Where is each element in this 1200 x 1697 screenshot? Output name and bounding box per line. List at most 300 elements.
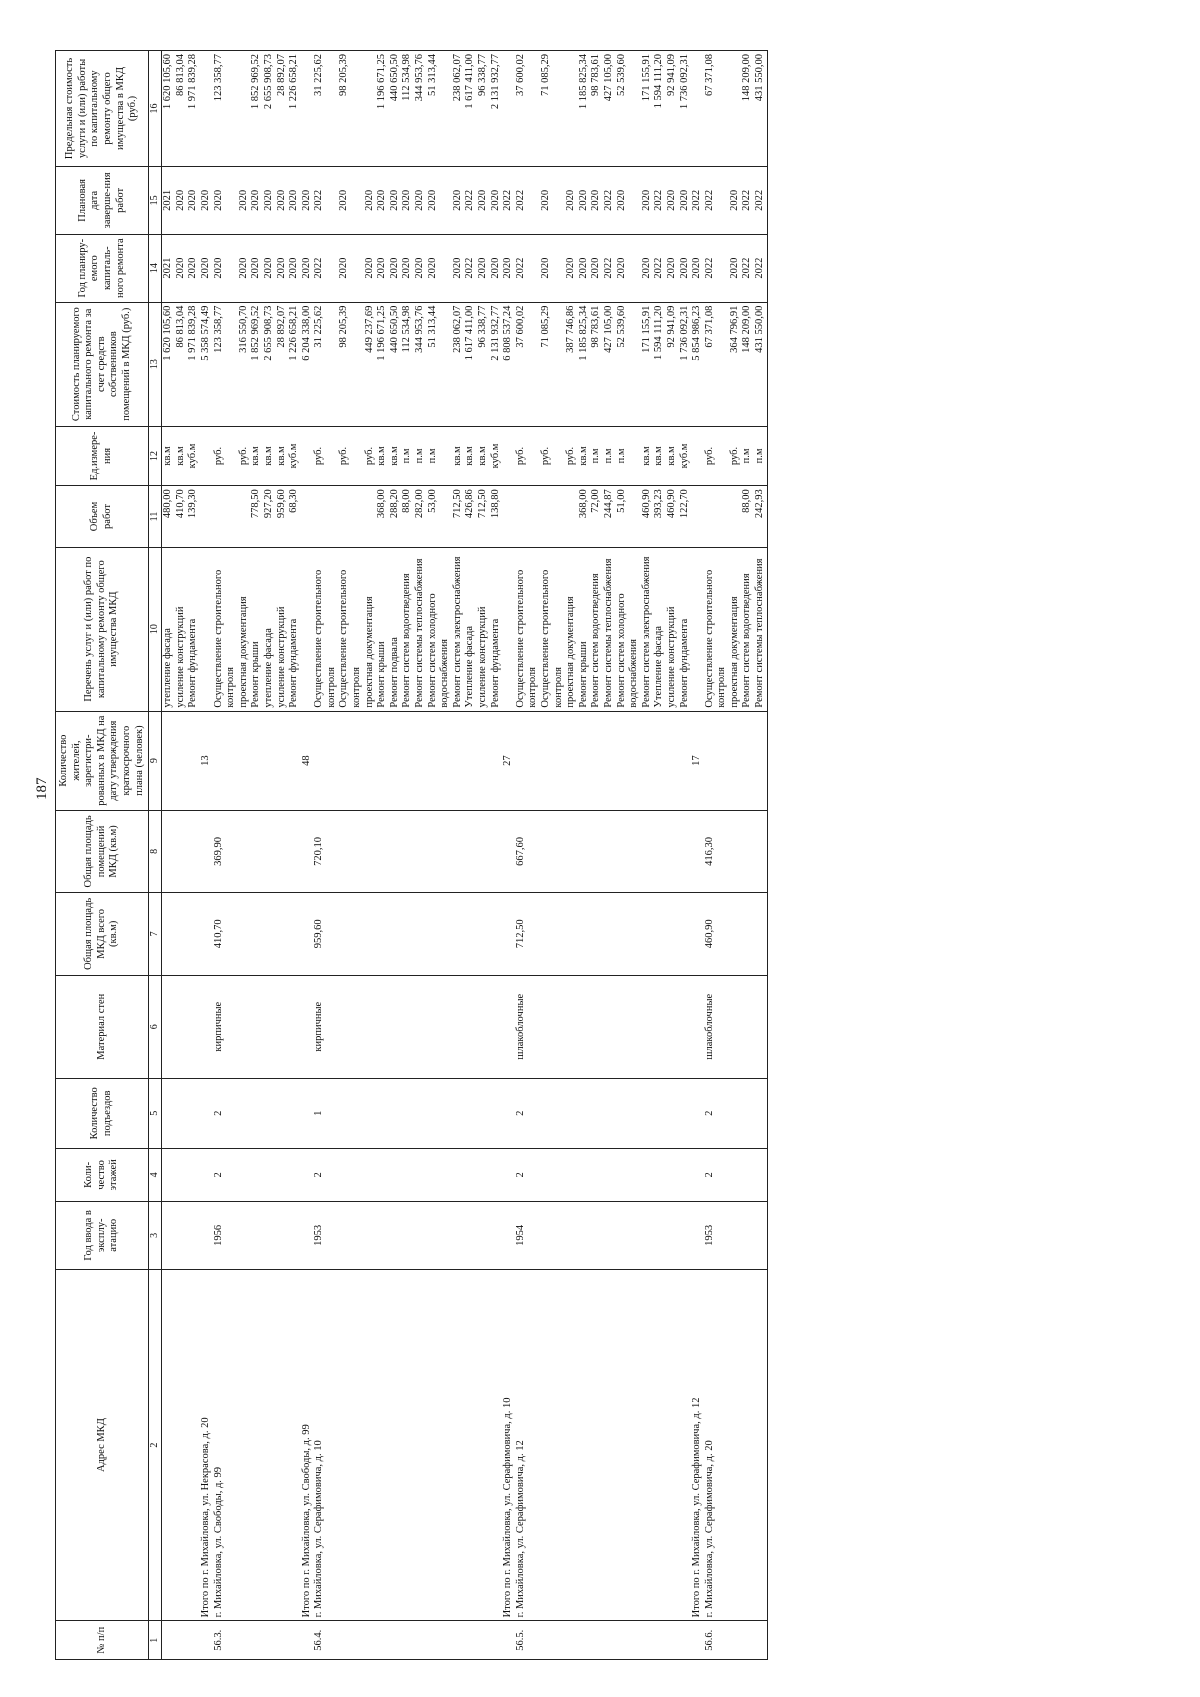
table-cell-c10: проектная документация xyxy=(729,547,742,711)
table-cell-c16: 98 783,61 xyxy=(590,51,603,167)
table-cell-c16: 1 971 839,28 xyxy=(187,51,200,167)
table-cell-c8 xyxy=(641,810,654,892)
table-cell-c14: 2020 xyxy=(200,234,213,302)
table-cell-c13: 387 746,86 xyxy=(565,302,578,426)
header-cell: Общая площадь МКД всего (кв.м) xyxy=(56,893,149,975)
table-cell-c13: 440 650,50 xyxy=(389,302,402,426)
table-cell-c10: Ремонт крыши xyxy=(250,547,263,711)
table-row xyxy=(691,51,704,1660)
table-cell-c9 xyxy=(250,711,263,810)
table-cell-c7 xyxy=(464,893,477,975)
table-cell-c16: 238 062,07 xyxy=(452,51,465,167)
table-cell-c8 xyxy=(338,810,363,892)
table-cell-c5 xyxy=(200,1078,213,1148)
table-cell-c4 xyxy=(250,1148,263,1201)
table-cell-c16: 427 105,00 xyxy=(603,51,616,167)
table-cell-c13: 1 594 111,20 xyxy=(653,302,666,426)
table-cell-c16: 28 892,07 xyxy=(276,51,289,167)
table-cell-c16 xyxy=(729,51,742,167)
table-cell-c7 xyxy=(389,893,402,975)
table-cell-c8 xyxy=(729,810,742,892)
table-cell-c8: 720,10 xyxy=(313,810,338,892)
table-cell-c11: 959,60 xyxy=(276,486,289,548)
table-cell-c2 xyxy=(578,1269,591,1621)
table-cell-c14: 2020 xyxy=(175,234,188,302)
col-number: 9 xyxy=(149,711,162,810)
table-cell-c3 xyxy=(578,1201,591,1269)
table-cell-c5 xyxy=(175,1078,188,1148)
table-cell-c4 xyxy=(691,1148,704,1201)
table-cell-c11: 480,00 xyxy=(162,486,175,548)
table-cell-c1 xyxy=(691,1621,704,1660)
table-cell-c11 xyxy=(364,486,377,548)
table-cell-c8: 369,90 xyxy=(213,810,238,892)
table-cell-c4 xyxy=(238,1148,251,1201)
table-cell-c3: 1953 xyxy=(704,1201,729,1269)
table-cell-c6 xyxy=(565,975,578,1078)
table-cell-c9 xyxy=(741,711,754,810)
table-cell-c4 xyxy=(263,1148,276,1201)
table-cell-c4 xyxy=(187,1148,200,1201)
table-cell-c9 xyxy=(313,711,338,810)
table-cell-c13: 2 131 932,77 xyxy=(490,302,503,426)
table-cell-c6 xyxy=(578,975,591,1078)
table-cell-c7 xyxy=(175,893,188,975)
table-cell-c15: 2022 xyxy=(704,166,729,234)
table-cell-c9 xyxy=(754,711,767,810)
table-cell-c13: 1 617 411,00 xyxy=(464,302,477,426)
table-cell-c10: Ремонт системы теплоснабжения xyxy=(603,547,616,711)
table-cell-c15: 2020 xyxy=(301,166,314,234)
table-cell-c6 xyxy=(263,975,276,1078)
table-cell-c4 xyxy=(477,1148,490,1201)
table-cell-c14: 2020 xyxy=(641,234,654,302)
table-cell-c8 xyxy=(389,810,402,892)
col-number: 11 xyxy=(149,486,162,548)
table-cell-c8 xyxy=(376,810,389,892)
table-cell-c9 xyxy=(515,711,540,810)
table-cell-c12: п.м xyxy=(414,426,427,485)
table-cell-c15: 2020 xyxy=(276,166,289,234)
table-cell-c5 xyxy=(666,1078,679,1148)
table-cell-c1 xyxy=(741,1621,754,1660)
table-cell-c13: 364 796,91 xyxy=(729,302,742,426)
table-cell-c11: 410,70 xyxy=(175,486,188,548)
table-cell-c4 xyxy=(729,1148,742,1201)
table-cell-c11 xyxy=(540,486,565,548)
table-cell-c1 xyxy=(389,1621,402,1660)
table-cell-c11: 426,86 xyxy=(464,486,477,548)
table-cell-c11: 927,20 xyxy=(263,486,276,548)
header-row xyxy=(56,51,149,1660)
table-cell-c8 xyxy=(603,810,616,892)
table-cell-c9 xyxy=(452,711,465,810)
table-cell-c10: Осуществление строительного контроля xyxy=(313,547,338,711)
table-cell-c1 xyxy=(729,1621,742,1660)
table-cell-c1 xyxy=(641,1621,654,1660)
table-cell-c7 xyxy=(666,893,679,975)
table-cell-c4 xyxy=(276,1148,289,1201)
table-cell-c9 xyxy=(238,711,251,810)
table-cell-c13: 67 371,08 xyxy=(704,302,729,426)
table-cell-c14: 2020 xyxy=(276,234,289,302)
table-cell-c14: 2020 xyxy=(452,234,465,302)
table-cell-c12: кв.м xyxy=(578,426,591,485)
table-cell-c15: 2020 xyxy=(376,166,389,234)
table-cell-c6 xyxy=(452,975,465,1078)
table-cell-c8 xyxy=(616,810,641,892)
table-cell-c3 xyxy=(175,1201,188,1269)
table-cell-c7 xyxy=(641,893,654,975)
table-cell-c5 xyxy=(263,1078,276,1148)
table-cell-c12: п.м xyxy=(754,426,767,485)
table-cell-c10: Ремонт фундамента xyxy=(490,547,503,711)
table-cell-c7 xyxy=(578,893,591,975)
table-cell-c16: 37 600,02 xyxy=(515,51,540,167)
table-cell-c12: п.м xyxy=(603,426,616,485)
table-cell-c6 xyxy=(653,975,666,1078)
col-number: 16 xyxy=(149,51,162,167)
table-cell-c15: 2020 xyxy=(175,166,188,234)
table-cell-c5 xyxy=(389,1078,402,1148)
table-cell-c15: 2020 xyxy=(200,166,213,234)
table-cell-c9 xyxy=(464,711,477,810)
table-cell-c16: 1 185 825,34 xyxy=(578,51,591,167)
table-cell-c2 xyxy=(175,1269,188,1621)
table-cell-c2 xyxy=(679,1269,692,1621)
table-cell-c3: 1954 xyxy=(515,1201,540,1269)
table-cell-c14: 2020 xyxy=(729,234,742,302)
table-cell-c12: руб. xyxy=(515,426,540,485)
table-cell-c3 xyxy=(414,1201,427,1269)
table-cell-c15: 2020 xyxy=(338,166,363,234)
table-cell-c4 xyxy=(376,1148,389,1201)
table-cell-c12: п.м xyxy=(616,426,641,485)
table-cell-c8 xyxy=(263,810,276,892)
table-cell-c13: 6 204 338,00 xyxy=(301,302,314,426)
table-cell-c2 xyxy=(288,1269,301,1621)
table-cell-c12: куб.м xyxy=(679,426,692,485)
table-cell-c3 xyxy=(666,1201,679,1269)
table-cell-c5: 2 xyxy=(515,1078,540,1148)
table-cell-c5 xyxy=(427,1078,452,1148)
table-cell-c6 xyxy=(427,975,452,1078)
header-cell: Коли-чество этажей xyxy=(56,1148,149,1201)
table-cell-c12: руб. xyxy=(704,426,729,485)
table-cell-c11: 88,00 xyxy=(741,486,754,548)
table-cell-c16: 86 813,04 xyxy=(175,51,188,167)
table-cell-c6 xyxy=(414,975,427,1078)
table-cell-c13: 1 185 825,34 xyxy=(578,302,591,426)
table-cell-c10: усиление конструкций xyxy=(666,547,679,711)
table-cell-c14: 2020 xyxy=(238,234,251,302)
table-cell-c7 xyxy=(691,893,704,975)
table-cell-c16: 71 085,29 xyxy=(540,51,565,167)
table-cell-c5 xyxy=(401,1078,414,1148)
table-cell-c11: 460,90 xyxy=(641,486,654,548)
table-cell-c16: 112 534,98 xyxy=(401,51,414,167)
table-cell-c5 xyxy=(691,1078,704,1148)
table-cell-c2 xyxy=(729,1269,742,1621)
table-cell-c15: 2022 xyxy=(464,166,477,234)
table-cell-c13: 28 892,07 xyxy=(276,302,289,426)
table-cell-c7 xyxy=(250,893,263,975)
table-cell-c15: 2022 xyxy=(515,166,540,234)
col-number: 5 xyxy=(149,1078,162,1148)
table-cell-c16: 1 617 411,00 xyxy=(464,51,477,167)
table-cell-c7 xyxy=(187,893,200,975)
header-cell: Материал стен xyxy=(56,975,149,1078)
table-cell-c14: 2020 xyxy=(616,234,641,302)
table-cell-c6 xyxy=(603,975,616,1078)
table-cell-c4 xyxy=(641,1148,654,1201)
table-row xyxy=(213,51,238,1660)
table-cell-c7: 460,90 xyxy=(704,893,729,975)
table-cell-c9 xyxy=(213,711,238,810)
table-cell-c2 xyxy=(477,1269,490,1621)
table-cell-c6 xyxy=(238,975,251,1078)
table-cell-c13: 1 226 658,21 xyxy=(288,302,301,426)
table-cell-c2 xyxy=(162,1269,175,1621)
table-cell-c4 xyxy=(540,1148,565,1201)
table-cell-c8 xyxy=(200,810,213,892)
rotated-page xyxy=(55,50,1175,1660)
table-cell-c8 xyxy=(187,810,200,892)
table-cell-c2: г. Михайловка, ул. Серафимовича, д. 20 xyxy=(704,1269,729,1621)
table-cell-c8 xyxy=(427,810,452,892)
table-cell-c5 xyxy=(364,1078,377,1148)
table-cell-c9 xyxy=(276,711,289,810)
table-cell-c6 xyxy=(477,975,490,1078)
table-cell-c10: утепление фасада xyxy=(263,547,276,711)
table-cell-c1 xyxy=(250,1621,263,1660)
table-cell-c5 xyxy=(414,1078,427,1148)
table-cell-c15: 2020 xyxy=(679,166,692,234)
header-cell: Ед.измере-ния xyxy=(56,426,149,485)
table-cell-c16 xyxy=(301,51,314,167)
col-number: 13 xyxy=(149,302,162,426)
table-cell-c15: 2020 xyxy=(578,166,591,234)
table-cell-c8 xyxy=(578,810,591,892)
table-cell-c7 xyxy=(565,893,578,975)
table-cell-c10: Ремонт фундамента xyxy=(187,547,200,711)
col-number: 2 xyxy=(149,1269,162,1621)
table-cell-c6 xyxy=(691,975,704,1078)
table-cell-c14: 2020 xyxy=(427,234,452,302)
table-cell-c13: 1 736 092,31 xyxy=(679,302,692,426)
table-cell-c6 xyxy=(301,975,314,1078)
header-cell: № п/п xyxy=(56,1621,149,1660)
table-cell-c14: 2020 xyxy=(414,234,427,302)
table-cell-c14: 2020 xyxy=(565,234,578,302)
table-cell-c1 xyxy=(301,1621,314,1660)
page-number: 187 xyxy=(34,777,50,800)
table-cell-c16: 67 371,08 xyxy=(704,51,729,167)
table-cell-c8 xyxy=(364,810,377,892)
table-cell-c7 xyxy=(288,893,301,975)
table-cell-c10 xyxy=(301,547,314,711)
table-row xyxy=(741,51,754,1660)
table-cell-c16 xyxy=(502,51,515,167)
table-cell-c6: шлакоблочные xyxy=(704,975,729,1078)
table-cell-c14: 2020 xyxy=(389,234,402,302)
table-cell-c3 xyxy=(263,1201,276,1269)
table-cell-c4 xyxy=(301,1148,314,1201)
table-cell-c6 xyxy=(401,975,414,1078)
table-cell-c12: кв.м xyxy=(477,426,490,485)
table-cell-c14: 2020 xyxy=(477,234,490,302)
table-cell-c14: 2021 xyxy=(162,234,175,302)
table-cell-c13: 171 155,91 xyxy=(641,302,654,426)
table-cell-c1 xyxy=(679,1621,692,1660)
table-cell-c14: 2020 xyxy=(490,234,503,302)
table-cell-c15: 2022 xyxy=(754,166,767,234)
table-cell-c10: усиление конструкций xyxy=(276,547,289,711)
table-cell-c12: кв.м xyxy=(276,426,289,485)
table-cell-c3 xyxy=(364,1201,377,1269)
table-cell-c15: 2020 xyxy=(477,166,490,234)
table-cell-c10 xyxy=(502,547,515,711)
table-cell-c13: 1 620 105,60 xyxy=(162,302,175,426)
table-cell-c1 xyxy=(200,1621,213,1660)
table-cell-c10: Ремонт систем водоотведения xyxy=(741,547,754,711)
table-cell-c2 xyxy=(666,1269,679,1621)
table-cell-c16: 440 650,50 xyxy=(389,51,402,167)
table-cell-c15: 2020 xyxy=(452,166,465,234)
table-row xyxy=(175,51,188,1660)
table-cell-c15: 2020 xyxy=(729,166,742,234)
table-cell-c8 xyxy=(276,810,289,892)
table-cell-c7 xyxy=(301,893,314,975)
table-cell-c6 xyxy=(364,975,377,1078)
table-cell-c10: проектная документация xyxy=(364,547,377,711)
table-cell-c1 xyxy=(540,1621,565,1660)
table-cell-c2 xyxy=(540,1269,565,1621)
table-cell-c12: кв.м xyxy=(263,426,276,485)
table-cell-c2 xyxy=(187,1269,200,1621)
table-row xyxy=(250,51,263,1660)
table-cell-c14: 2020 xyxy=(376,234,389,302)
table-cell-c6 xyxy=(741,975,754,1078)
table-cell-c10: Ремонт систем холодного водоснабжения xyxy=(616,547,641,711)
header-cell: Стоимость планируемого капитального ремонта за счет средств собственников помещений в МКД (руб.) xyxy=(56,302,149,426)
table-cell-c3 xyxy=(288,1201,301,1269)
table-cell-c16: 1 196 671,25 xyxy=(376,51,389,167)
table-cell-c5 xyxy=(250,1078,263,1148)
table-cell-c2 xyxy=(565,1269,578,1621)
table-cell-c4 xyxy=(603,1148,616,1201)
table-cell-c6: кирпичные xyxy=(313,975,338,1078)
table-cell-c5: 2 xyxy=(213,1078,238,1148)
table-cell-c5 xyxy=(502,1078,515,1148)
table-cell-c9 xyxy=(401,711,414,810)
table-cell-c5 xyxy=(641,1078,654,1148)
table-cell-c2: Итого по г. Михайловка, ул. Свободы, д. 99 xyxy=(301,1269,314,1621)
table-cell-c13: 238 062,07 xyxy=(452,302,465,426)
table-cell-c3 xyxy=(338,1201,363,1269)
table-cell-c1 xyxy=(364,1621,377,1660)
table-cell-c12: руб. xyxy=(313,426,338,485)
table-cell-c1 xyxy=(502,1621,515,1660)
table-cell-c16: 1 736 092,31 xyxy=(679,51,692,167)
table-cell-c14: 2020 xyxy=(578,234,591,302)
table-cell-c3 xyxy=(741,1201,754,1269)
table-cell-c9 xyxy=(187,711,200,810)
table-cell-c12: п.м xyxy=(741,426,754,485)
table-cell-c7 xyxy=(490,893,503,975)
table-cell-c6 xyxy=(200,975,213,1078)
table-cell-c6 xyxy=(162,975,175,1078)
table-cell-c2 xyxy=(754,1269,767,1621)
table-cell-c5 xyxy=(729,1078,742,1148)
table-cell-c9 xyxy=(376,711,389,810)
table-cell-c12: руб. xyxy=(540,426,565,485)
table-cell-c7 xyxy=(729,893,742,975)
col-number: 14 xyxy=(149,234,162,302)
table-cell-c5 xyxy=(754,1078,767,1148)
table-cell-c2: Итого по г. Михайловка, ул. Некрасова, д. 20 xyxy=(200,1269,213,1621)
table-cell-c5: 2 xyxy=(704,1078,729,1148)
table-cell-c4 xyxy=(653,1148,666,1201)
table-cell-c16: 1 594 111,20 xyxy=(653,51,666,167)
table-cell-c1 xyxy=(565,1621,578,1660)
table-cell-c1 xyxy=(276,1621,289,1660)
table-cell-c13: 96 338,77 xyxy=(477,302,490,426)
table-cell-c10: Ремонт систем холодного водоснабжения xyxy=(427,547,452,711)
capital-repair-table xyxy=(55,50,768,1660)
table-cell-c3 xyxy=(603,1201,616,1269)
table-cell-c8 xyxy=(414,810,427,892)
table-cell-c3 xyxy=(679,1201,692,1269)
table-cell-c12: куб.м xyxy=(490,426,503,485)
table-cell-c15: 2020 xyxy=(590,166,603,234)
table-cell-c3 xyxy=(187,1201,200,1269)
table-cell-c3 xyxy=(653,1201,666,1269)
table-row xyxy=(427,51,452,1660)
table-cell-c16 xyxy=(200,51,213,167)
table-cell-c9 xyxy=(641,711,654,810)
table-cell-c12: руб. xyxy=(338,426,363,485)
table-cell-c10: Осуществление строительного контроля xyxy=(338,547,363,711)
table-cell-c1: 56.4. xyxy=(313,1621,338,1660)
table-row xyxy=(590,51,603,1660)
table-cell-c6 xyxy=(754,975,767,1078)
table-cell-c8 xyxy=(477,810,490,892)
table-cell-c4 xyxy=(338,1148,363,1201)
table-cell-c15: 2022 xyxy=(653,166,666,234)
table-cell-c3 xyxy=(691,1201,704,1269)
table-cell-c8: 416,30 xyxy=(704,810,729,892)
table-cell-c11: 242,93 xyxy=(754,486,767,548)
table-cell-c14: 2020 xyxy=(338,234,363,302)
table-cell-c11 xyxy=(200,486,213,548)
table-cell-c15: 2022 xyxy=(313,166,338,234)
table-cell-c14: 2020 xyxy=(590,234,603,302)
table-cell-c12: кв.м xyxy=(464,426,477,485)
table-cell-c6 xyxy=(187,975,200,1078)
table-cell-c4 xyxy=(590,1148,603,1201)
table-cell-c11: 51,00 xyxy=(616,486,641,548)
table-cell-c7 xyxy=(754,893,767,975)
table-cell-c9 xyxy=(338,711,363,810)
table-cell-c9 xyxy=(540,711,565,810)
table-cell-c12 xyxy=(301,426,314,485)
table-cell-c11: 712,50 xyxy=(477,486,490,548)
table-cell-c2 xyxy=(276,1269,289,1621)
table-cell-c2 xyxy=(338,1269,363,1621)
table-cell-c9 xyxy=(175,711,188,810)
table-cell-c10 xyxy=(691,547,704,711)
